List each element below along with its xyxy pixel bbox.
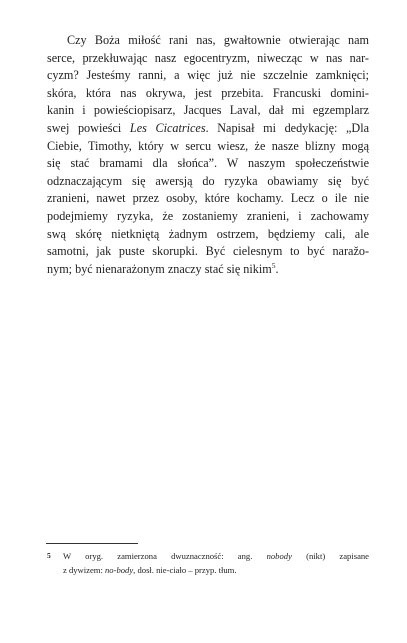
text-run: Czy Boża miłość rani nas, gwałtownie otwierając nam xyxy=(67,33,369,47)
text-line xyxy=(47,120,369,138)
text-run: (nikt) zapisane xyxy=(291,551,369,561)
text-run: odznaczającym się awersją do ryzyka obawiamy się być xyxy=(47,173,369,188)
text-run: swą skórę nietkniętą żadnym ostrzem, będziemy cali, ale xyxy=(47,226,369,241)
main-paragraph xyxy=(47,32,369,278)
text-run: samotni, jak puste skorupki. Być cielesnym to być naražo- xyxy=(47,244,369,259)
text-run: swej powieści xyxy=(47,120,130,135)
text-run: kanin i powieściopisarz, Jacques Laval, dał mi egzemplarz xyxy=(47,103,369,118)
text-run: nym; być nienarażonym znaczy stać się nikim xyxy=(47,261,272,276)
footnote-reference: 5 xyxy=(271,260,276,270)
text-line xyxy=(47,138,369,156)
footnote-line xyxy=(47,549,369,563)
text-line xyxy=(47,173,369,191)
text-run: Ciebie, Timothy, który w sercu wiesz, że nasze blizny mogą xyxy=(47,138,369,153)
italic-text: Les Cicatrices xyxy=(129,120,206,135)
text-run: cyzm? Jesteśmy ranni, a więc już nie szczelnie zamknięci; xyxy=(47,68,369,83)
text-line xyxy=(47,85,369,103)
text-line xyxy=(47,50,369,68)
text-run: W oryg. zamierzona dwuznaczność: ang. xyxy=(63,551,267,561)
italic-text: nobody xyxy=(266,551,292,561)
text-line xyxy=(47,155,369,173)
italic-text: no-body xyxy=(105,565,134,575)
text-run: z dywizem: xyxy=(63,565,105,575)
footnote-line xyxy=(47,563,369,577)
text-line xyxy=(47,208,369,226)
text-run: . xyxy=(275,261,279,276)
text-run: , dosł. nie-ciało – przyp. tłum. xyxy=(133,565,237,575)
text-line xyxy=(47,261,369,279)
footnote-marker: 5 xyxy=(47,551,51,560)
text-run: podejmiemy ryzyka, że zostaniemy zranieni, i zachowamy xyxy=(47,208,369,223)
text-line xyxy=(47,67,369,85)
text-line xyxy=(47,190,369,208)
text-run: zranieni, nawet przez osoby, które kochamy. Lecz o ile nie xyxy=(47,191,369,206)
text-line xyxy=(47,243,369,261)
text-line xyxy=(47,226,369,244)
text-line xyxy=(47,32,369,50)
text-line xyxy=(47,102,369,120)
footnote-separator xyxy=(46,543,138,544)
footnote xyxy=(47,549,369,577)
text-run: się stać bramami dla słońca”. W naszym społeczeństwie xyxy=(47,156,369,171)
text-run: serce, przekłuwając nasz egocentryzm, niwecząc w nas nar- xyxy=(47,50,369,65)
text-run: . Napisał mi dedykację: „Dla xyxy=(205,120,369,135)
text-run: skóra, która nas okrywa, jest przebita. Francuski domini- xyxy=(47,85,369,100)
